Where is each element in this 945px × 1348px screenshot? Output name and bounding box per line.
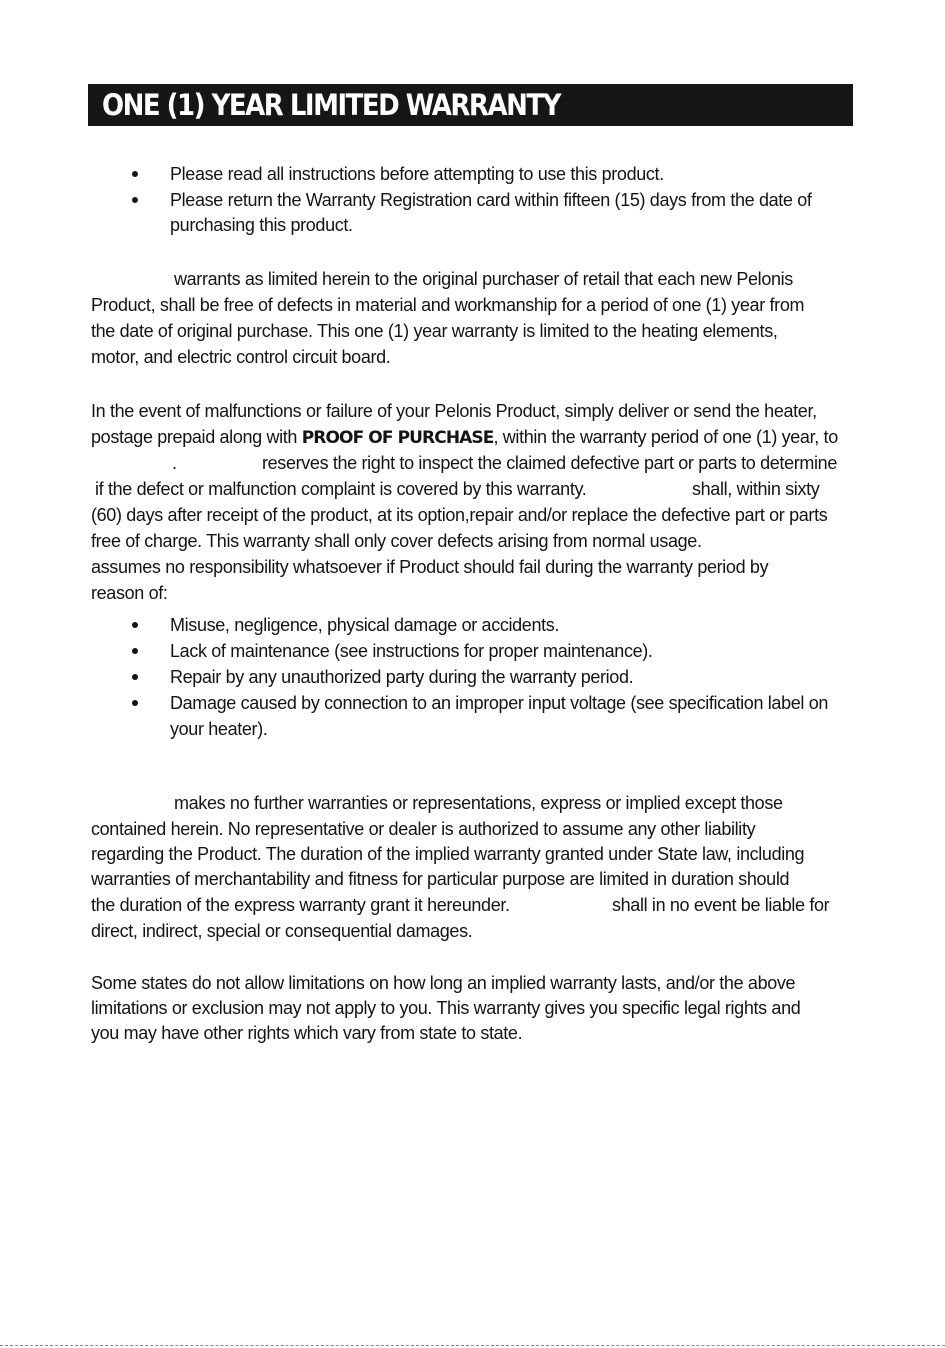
bullet-icon: [132, 171, 138, 177]
p1-line-2: Product, shall be free of defects in material and workmanship for a period of one (1) year from: [91, 295, 805, 315]
bullet-icon: [132, 700, 138, 706]
p2-line-2: [91, 426, 838, 449]
p3-line-6: direct, indirect, special or consequential damages.: [91, 921, 473, 941]
bullet-icon: [132, 674, 138, 680]
p3-line-1: makes no further warranties or representations, express or implied except those: [174, 793, 783, 813]
p2-line-7: assumes no responsibility whatsoever if Product should fail during the warranty period by: [91, 557, 769, 577]
p2-line-6: free of charge. This warranty shall only cover defects arising from normal usage.: [91, 531, 702, 551]
p4-line-2: limitations or exclusion may not apply to you. This warranty gives you specific legal rights and: [91, 998, 801, 1018]
bullet-icon: [132, 622, 138, 628]
intro-bullet-1: Please read all instructions before attempting to use this product.: [170, 164, 664, 184]
p2-line-1: In the event of malfunctions or failure of your Pelonis Product, simply deliver or send the heater,: [91, 401, 817, 421]
p2-line-3: reserves the right to inspect the claimed defective part or parts to determine: [262, 453, 837, 473]
p2-line-8: reason of:: [91, 583, 168, 603]
exclusion-bullet-2: Lack of maintenance (see instructions for proper maintenance).: [170, 641, 653, 661]
p1-line-4: motor, and electric control circuit board.: [91, 347, 391, 367]
page-bottom-divider: [0, 1345, 945, 1346]
exclusion-bullet-3: Repair by any unauthorized party during the warranty period.: [170, 667, 634, 687]
p2-line-2-start: postage prepaid along with: [91, 427, 302, 447]
intro-bullet-2: Please return the Warranty Registration card within fifteen (15) days from the date of: [170, 190, 812, 210]
bullet-icon: [132, 648, 138, 654]
p2-line-4b: shall, within sixty: [692, 479, 820, 499]
p3-line-5a: the duration of the express warranty grant it hereunder.: [91, 895, 510, 915]
exclusion-bullet-1: Misuse, negligence, physical damage or accidents.: [170, 615, 560, 635]
exclusion-bullet-4: Damage caused by connection to an improper input voltage (see specification label on: [170, 693, 829, 713]
p3-line-3: regarding the Product. The duration of the implied warranty granted under State law, including: [91, 844, 805, 864]
p3-line-4: warranties of merchantability and fitness for particular purpose are limited in duration should: [91, 869, 790, 889]
p4-line-3: you may have other rights which vary from state to state.: [91, 1023, 523, 1043]
intro-bullet-2-cont: purchasing this product.: [170, 215, 353, 235]
p2-line-5: (60) days after receipt of the product, at its option,repair and/or replace the defective part or parts: [91, 505, 828, 525]
bullet-icon: [132, 197, 138, 203]
p3-line-2: contained herein. No representative or dealer is authorized to assume any other liability: [91, 819, 756, 839]
proof-of-purchase-emphasis: PROOF OF PURCHASE: [301, 428, 494, 448]
title-banner: [88, 84, 853, 126]
exclusion-bullet-4-cont: your heater).: [170, 719, 268, 739]
p2-line-4a: if the defect or malfunction complaint is covered by this warranty.: [95, 479, 587, 499]
p1-line-3: the date of original purchase. This one (1) year warranty is limited to the heating elements,: [91, 321, 778, 341]
p4-line-1: Some states do not allow limitations on how long an implied warranty lasts, and/or the above: [91, 973, 796, 993]
p2-line-2-end: , within the warranty period of one (1) year, to: [493, 427, 838, 447]
p2-line-3-dot: .: [172, 453, 177, 473]
p3-line-5b: shall in no event be liable for: [612, 895, 830, 915]
p1-line-1: warrants as limited herein to the original purchaser of retail that each new Pelonis: [174, 269, 793, 289]
page-title: ONE (1) YEAR LIMITED WARRANTY: [102, 89, 560, 123]
